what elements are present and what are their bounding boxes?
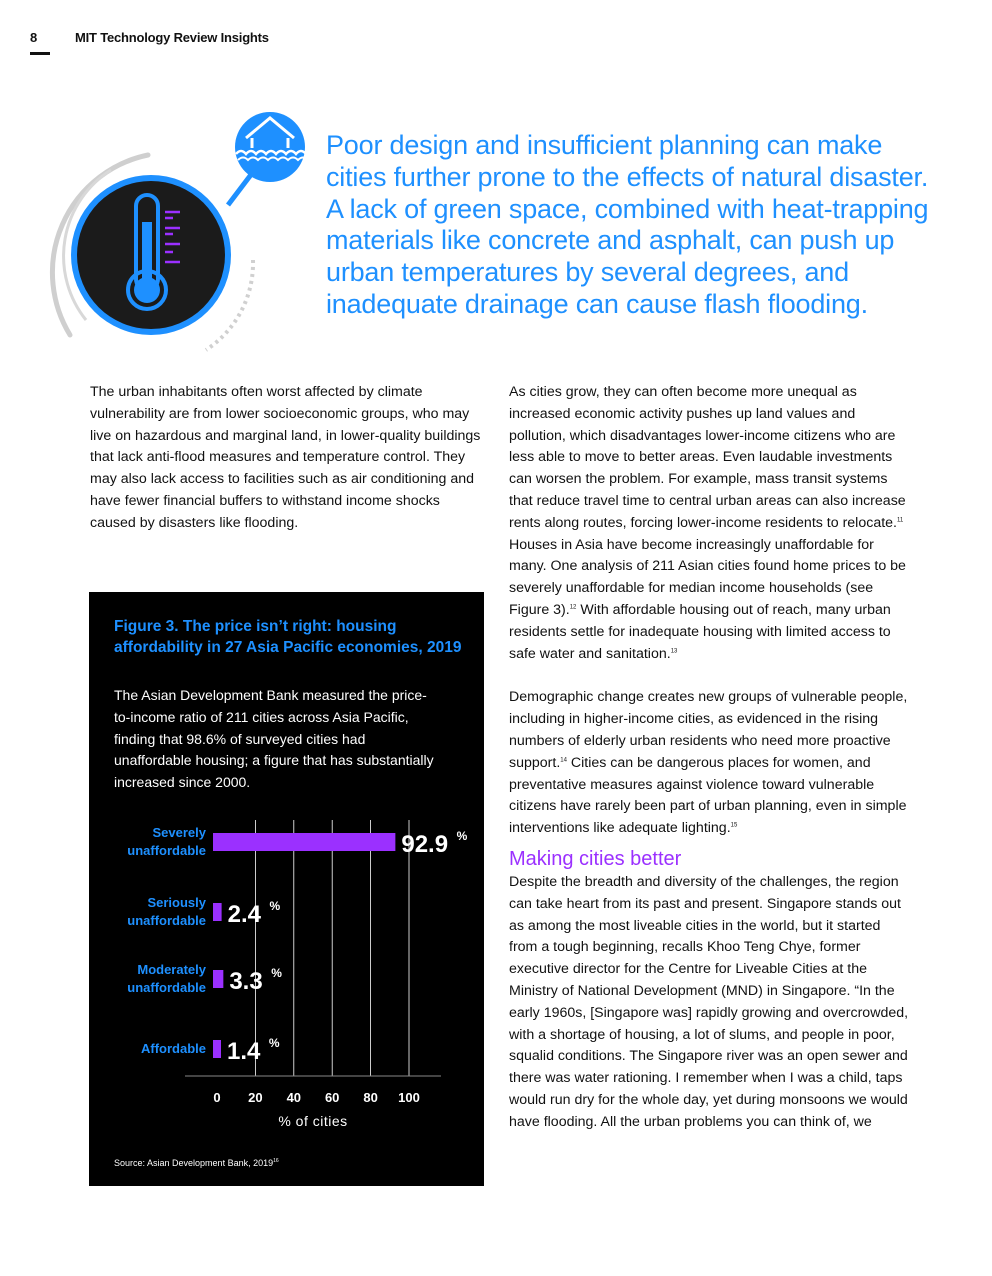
- footnote-ref: 14: [560, 757, 567, 764]
- category-label: unaffordable: [127, 980, 206, 995]
- category-label: unaffordable: [127, 843, 206, 858]
- body-paragraph-1: [509, 382, 909, 665]
- value-unit: %: [456, 829, 468, 843]
- x-axis-label: % of cities: [278, 1113, 348, 1129]
- x-tick-label: 0: [213, 1090, 221, 1105]
- right-column: [509, 382, 909, 1134]
- value-label: 1.4: [227, 1038, 261, 1065]
- footnote-ref: 13: [670, 647, 678, 654]
- figure-box: [89, 592, 484, 1186]
- chart-category-labels: [127, 825, 206, 1056]
- figure-description: The Asian Development Bank measured the price-to-income ratio of 211 cities across Asia Pacific, finding that 98.6% of surveyed cities had unaffordable housing; a figure that has substantially increased since 2000.: [114, 687, 434, 791]
- value-unit: %: [271, 966, 282, 980]
- left-column: [90, 382, 482, 535]
- footnote-ref: 11: [896, 517, 904, 524]
- value-unit: %: [269, 899, 281, 913]
- category-label: Moderately: [137, 962, 206, 977]
- figure-source: [114, 1158, 279, 1168]
- text-run: Cities can be dangerous places for women, and preventative measures against violence toward vulnerable citizens have rarely been part of urban planning, even in simple interventions like adequate lighting.: [509, 754, 907, 837]
- x-tick-label: 80: [363, 1090, 378, 1105]
- publication-brand: MIT Technology Review Insights: [75, 30, 269, 45]
- climate-illustration: [28, 110, 318, 360]
- value-unit: %: [268, 1036, 280, 1050]
- text-run: With affordable housing out of reach, many urban residents settle for inadequate housing with limited access to safe water and sanitation.: [509, 601, 891, 662]
- pull-quote: Poor design and insufficient planning can make cities further prone to the effects of natural disaster. A lack of green space, combined with heat-trapping materials like concrete and asphalt, can push up urban temperatures by several degrees, and inadequate drainage can cause flash flooding.: [326, 130, 929, 319]
- house-flood-icon: [235, 112, 308, 182]
- value-label: 3.3: [229, 968, 263, 995]
- source-text: Source: Asian Development Bank, 2019: [114, 1158, 274, 1168]
- x-tick-label: 60: [324, 1090, 340, 1105]
- category-label: unaffordable: [127, 913, 206, 928]
- footnote-ref: 15: [730, 822, 738, 829]
- text-run: Houses in Asia have become increasingly unaffordable for many. One analysis of 211 Asian cities found home prices to be severely unaffordable for median income households (see Figure 3).: [509, 536, 906, 618]
- value-label: 2.4: [227, 901, 261, 928]
- text-run: Demographic change creates new groups of vulnerable people, including in higher-income cities, as evidenced in the rising numbers of elderly urban residents who need more proactive support.: [509, 689, 908, 771]
- text-run: As cities grow, they can often become more unequal as increased economic activity pushes up land values and pollution, which disadvantages lower-income citizens who are less able to move to better areas. Even laudable investments can worsen the problem. For example, mass transit systems that reduce travel time to central urban areas can also increase rents along routes, forcing lower-income residents to relocate.: [509, 384, 906, 531]
- bar: [213, 903, 222, 921]
- connector-line: [228, 172, 253, 205]
- chart-bars: [213, 833, 395, 1058]
- footnote-ref: 12: [569, 604, 577, 611]
- x-tick-label: 20: [248, 1090, 263, 1105]
- category-label: Affordable: [141, 1041, 206, 1056]
- page-number-underline: [30, 52, 50, 55]
- figure-title: Figure 3. The price isn’t right: housing affordability in 27 Asia Pacific economies, 2019: [114, 618, 462, 656]
- category-label: Severely: [152, 825, 206, 840]
- value-label: 92.9: [401, 831, 449, 858]
- affordability-bar-chart: [89, 814, 484, 1144]
- thermometer-icon: [71, 175, 231, 335]
- body-paragraph-2: [509, 687, 909, 840]
- x-tick-label: 40: [286, 1090, 302, 1105]
- bar: [213, 1040, 221, 1058]
- page-number: 8: [30, 30, 38, 45]
- footnote-ref: 16: [273, 1158, 279, 1164]
- chart-tick-labels: [213, 1090, 419, 1105]
- category-label: Seriously: [147, 895, 206, 910]
- chart-value-labels: [227, 829, 468, 1065]
- bar: [213, 970, 223, 988]
- body-paragraph: The urban inhabitants often worst affected by climate vulnerability are from lower socioeconomic groups, who may live on hazardous and marginal land, in lower-quality buildings that lack anti-flood measures and temperature control. They may also lack access to facilities such as air conditioning and have fewer financial buffers to withstand income shocks caused by disasters like flooding.: [90, 384, 481, 531]
- x-tick-label: 100: [398, 1090, 420, 1105]
- body-paragraph-3: Despite the breadth and diversity of the challenges, the region can take heart from its past and present. Singapore stands out as among the most liveable cities in the world, but it started from a tough beginning, recalls Khoo Teng Chye, former executive director for the Centre for Liveable Cities at the Ministry of National Development (MND) in Singapore. “In the early 1960s, [Singapore was] rapidly growing and overcrowded, with a shortage of housing, a lot of slums, and people in poor, squalid conditions. The Singapore river was an open sewer and there was water rationing. I remember when I was a child, taps would run dry for the whole day, yet during monsoons we would have flooding. All the urban problems you can think of, we: [509, 873, 909, 1130]
- bar: [213, 833, 395, 851]
- section-heading: Making cities better: [509, 847, 682, 870]
